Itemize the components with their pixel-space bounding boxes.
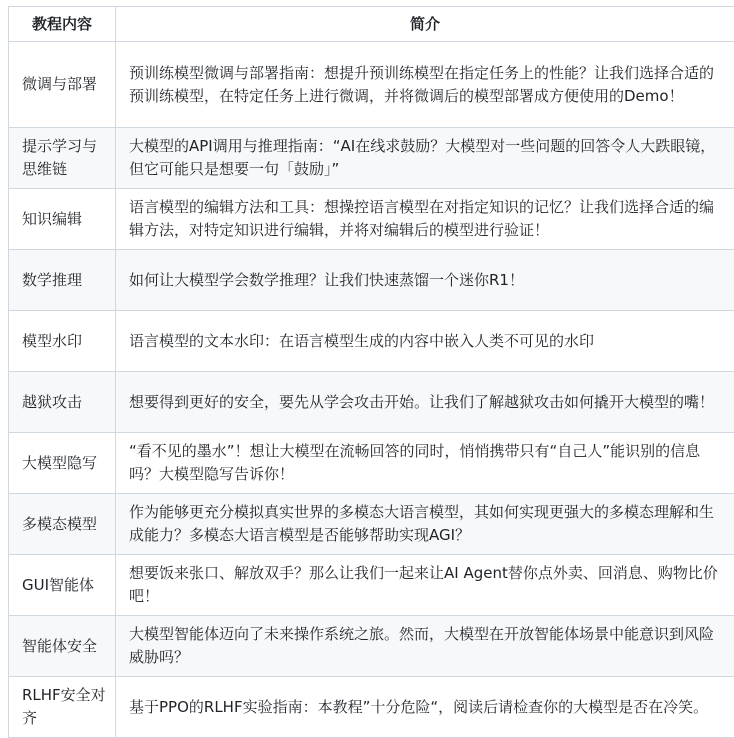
tutorial-table — [8, 6, 734, 738]
table-row — [9, 494, 734, 555]
topic-cell: GUI智能体 — [9, 555, 116, 616]
desc-cell: 想要饭来张口、解放双手？那么让我们一起来让AI Agent替你点外卖、回消息、购物比价吧！ — [116, 555, 734, 616]
topic-cell: 越狱攻击 — [9, 372, 116, 433]
header-topic: 教程内容 — [9, 7, 116, 42]
table-row — [9, 189, 734, 250]
topic-cell: RLHF安全对齐 — [9, 677, 116, 738]
topic-cell: 提示学习与思维链 — [9, 128, 116, 189]
table-row — [9, 555, 734, 616]
desc-cell: 作为能够更充分模拟真实世界的多模态大语言模型，其如何实现更强大的多模态理解和生成能力？多模态大语言模型是否能够帮助实现AGI？ — [116, 494, 734, 555]
table-row — [9, 128, 734, 189]
desc-cell: 如何让大模型学会数学推理？让我们快速蒸馏一个迷你R1！ — [116, 250, 734, 311]
table-row — [9, 311, 734, 372]
desc-cell: 预训练模型微调与部署指南：想提升预训练模型在指定任务上的性能？让我们选择合适的预训练模型，在特定任务上进行微调，并将微调后的模型部署成方便使用的Demo！ — [116, 42, 734, 128]
desc-cell: 基于PPO的RLHF实验指南：本教程”十分危险“，阅读后请检查你的大模型是否在冷笑。 — [116, 677, 734, 738]
desc-cell: “看不见的墨水”！想让大模型在流畅回答的同时，悄悄携带只有“自己人”能识别的信息吗？大模型隐写告诉你！ — [116, 433, 734, 494]
topic-cell: 大模型隐写 — [9, 433, 116, 494]
desc-cell: 想要得到更好的安全，要先从学会攻击开始。让我们了解越狱攻击如何撬开大模型的嘴！ — [116, 372, 734, 433]
desc-cell: 大模型智能体迈向了未来操作系统之旅。然而，大模型在开放智能体场景中能意识到风险威胁吗？ — [116, 616, 734, 677]
topic-cell: 数学推理 — [9, 250, 116, 311]
topic-cell: 微调与部署 — [9, 42, 116, 128]
desc-cell: 语言模型的文本水印：在语言模型生成的内容中嵌入人类不可见的水印 — [116, 311, 734, 372]
table-row — [9, 433, 734, 494]
desc-cell: 语言模型的编辑方法和工具：想操控语言模型在对指定知识的记忆？让我们选择合适的编辑方法，对特定知识进行编辑，并将对编辑后的模型进行验证！ — [116, 189, 734, 250]
table-row — [9, 616, 734, 677]
table-header-row — [9, 7, 734, 42]
topic-cell: 多模态模型 — [9, 494, 116, 555]
table-row — [9, 677, 734, 738]
desc-cell: 大模型的API调用与推理指南：“AI在线求鼓励？大模型对一些问题的回答令人大跌眼镜，但它可能只是想要一句「鼓励」” — [116, 128, 734, 189]
header-desc: 简介 — [116, 7, 734, 42]
table-row — [9, 42, 734, 128]
table-row — [9, 250, 734, 311]
topic-cell: 知识编辑 — [9, 189, 116, 250]
topic-cell: 智能体安全 — [9, 616, 116, 677]
table-row — [9, 372, 734, 433]
topic-cell: 模型水印 — [9, 311, 116, 372]
